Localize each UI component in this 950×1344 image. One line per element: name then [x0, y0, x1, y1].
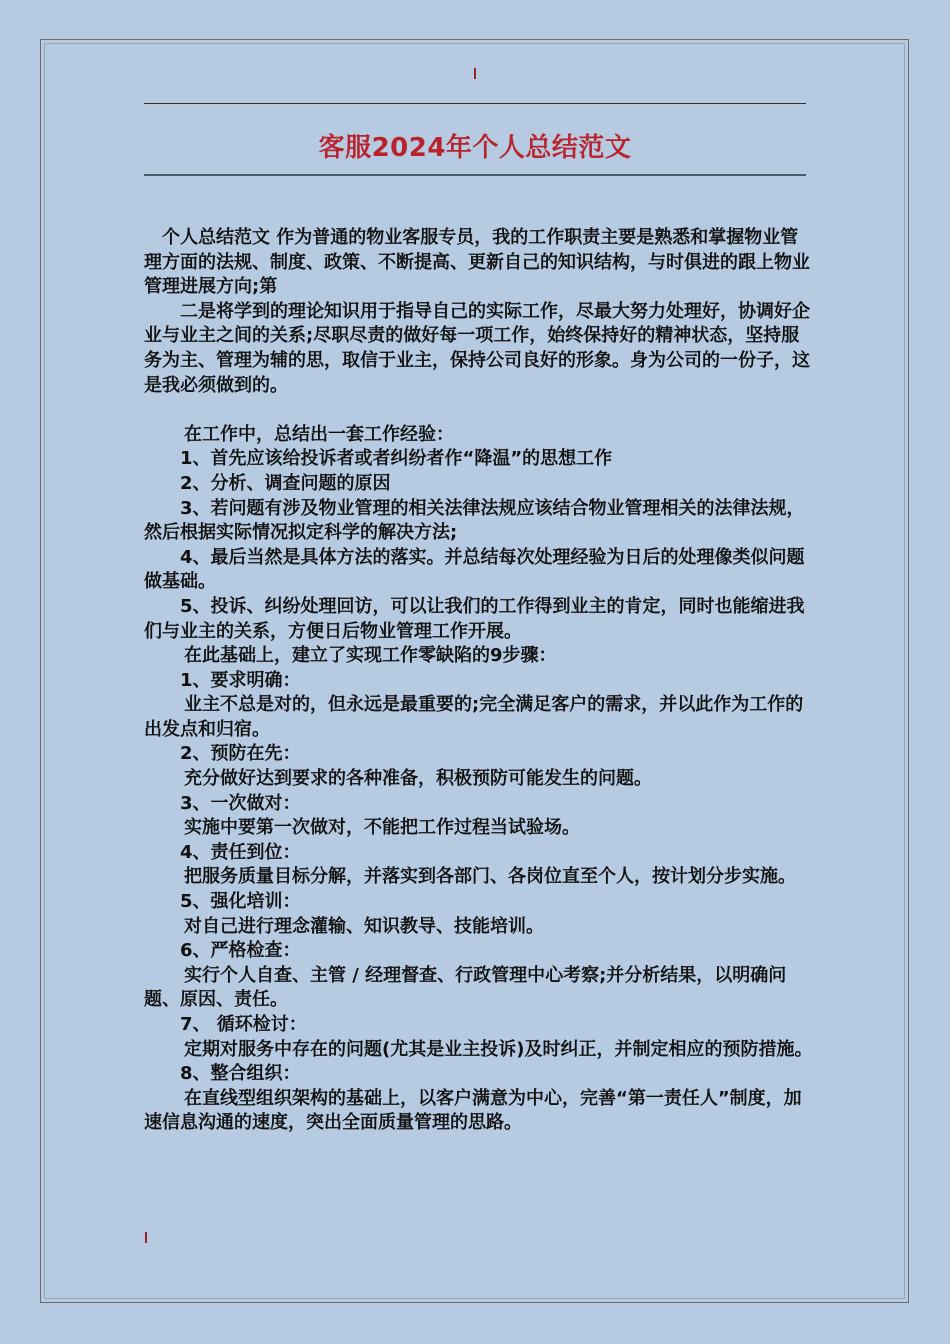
header-cursor-mark — [474, 68, 476, 79]
paragraph-experience-heading: 在工作中，总结出一套工作经验： — [184, 423, 454, 445]
experience-item-4: 4、最后当然是具体方法的落实。并总结每次处理经验为日后的处理像类似问题做基础。 — [144, 546, 805, 593]
experience-item-3: 3、若问题有涉及物业管理的相关法律法规应该结合物业管理相关的法律法规，然后根据实际情况拟定科学的解决方法; — [144, 497, 805, 544]
paragraph-steps-heading: 在此基础上，建立了实现工作零缺陷的9步骤： — [184, 645, 557, 667]
title-rule — [144, 174, 806, 176]
step-heading-1: 1、要求明确： — [180, 669, 301, 691]
step-heading-8: 8、整合组织： — [180, 1063, 301, 1085]
step-body-4: 把服务质量目标分解，并落实到各部门、各岗位直至个人，按计划分步实施。 — [184, 866, 796, 888]
footer-cursor-mark — [145, 1232, 147, 1243]
step-body-1: 业主不总是对的，但永远是最重要的;完全满足客户的需求，并以此作为工作的出发点和归宿。 — [144, 694, 804, 740]
step-heading-3: 3、一次做对： — [180, 792, 301, 814]
step-body-5: 对自己进行理念灌输、知识教导、技能培训。 — [184, 915, 544, 937]
experience-item-5: 5、投诉、纠纷处理回访，可以让我们的工作得到业主的肯定，同时也能缩进我们与业主的关系，方便日后物业管理工作开展。 — [144, 595, 805, 642]
experience-item-1: 1、首先应该给投诉者或者纠纷者作“降温”的思想工作 — [180, 448, 613, 470]
experience-item-2: 2、分析、调查问题的原因 — [180, 472, 391, 494]
step-body-6: 实行个人自查、主管 / 经理督查、行政管理中心考察;并分析结果，以明确问题、原因、责任。 — [144, 964, 787, 1011]
paragraph-intro: 个人总结范文 作为普通的物业客服专员，我的工作职责主要是熟悉和掌握物业管理方面的法规、制度、政策、不断提高、更新自己的知识结构，与时俱进的跟上物业管理进展方向;第 — [144, 227, 810, 298]
step-body-3: 实施中要第一次做对，不能把工作过程当试验场。 — [184, 817, 580, 839]
step-heading-2: 2、预防在先： — [180, 743, 301, 765]
document-body — [144, 226, 816, 1136]
paragraph-second: 二是将学到的理论知识用于指导自己的实际工作，尽最大努力处理好，协调好企业与业主之间的关系;尽职尽责的做好每一项工作，始终保持好的精神状态，坚持服务为主、管理为辅的思，取信于业主，保持公司良好的形象。身为公司的一份子，这是我必须做到的。 — [144, 300, 810, 396]
step-heading-4: 4、责任到位： — [180, 841, 301, 863]
step-heading-5: 5、强化培训： — [180, 891, 301, 913]
step-heading-6: 6、严格检查： — [180, 940, 301, 962]
paragraph-gap — [144, 398, 816, 423]
step-body-8: 在直线型组织架构的基础上，以客户满意为中心，完善“第一责任人”制度，加速信息沟通的速度，突出全面质量管理的思路。 — [144, 1087, 802, 1134]
step-body-2: 充分做好达到要求的各种准备，积极预防可能发生的问题。 — [184, 768, 652, 790]
step-heading-7: 7、 循环检讨： — [180, 1014, 307, 1035]
header-rule — [144, 103, 806, 104]
page-title: 客服2024年个人总结范文 — [318, 133, 632, 163]
step-body-7: 定期对服务中存在的问题(尤其是业主投诉)及时纠正，并制定相应的预防措施。 — [184, 1038, 813, 1060]
